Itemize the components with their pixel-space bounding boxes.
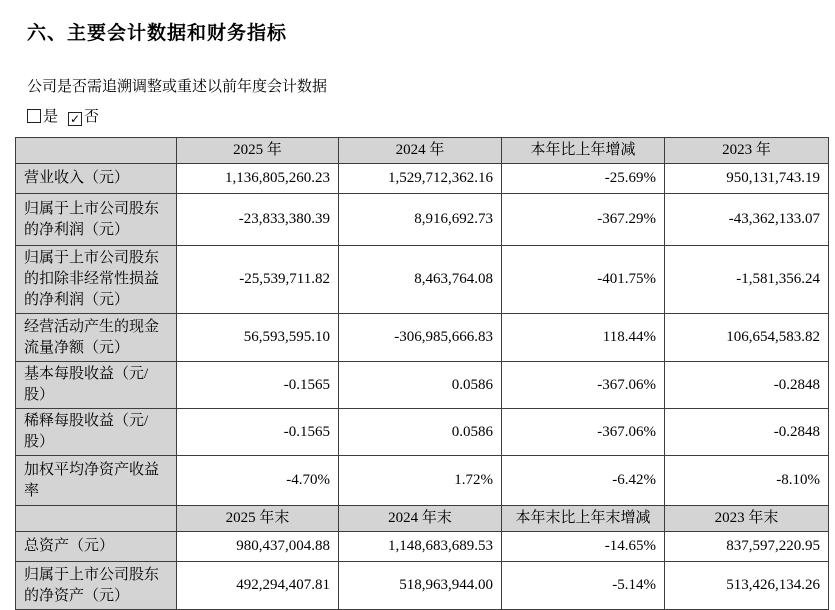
cell-value: 980,437,004.88 — [177, 532, 339, 562]
cell-value: 1.72% — [339, 456, 502, 506]
cell-value: 8,463,764.08 — [339, 246, 502, 314]
cell-value: -401.75% — [502, 246, 665, 314]
cell-value: -43,362,133.07 — [665, 194, 829, 246]
row-label: 归属于上市公司股东的扣除非经常性损益的净利润（元） — [16, 246, 177, 314]
row-label: 稀释每股收益（元/股） — [16, 409, 177, 456]
col-header-2025: 2025 年 — [177, 138, 339, 164]
col-header-yoy-change: 本年比上年增减 — [502, 138, 665, 164]
cell-value: 106,654,583.82 — [665, 314, 829, 362]
cell-value: -0.2848 — [665, 362, 829, 409]
cell-value: -0.2848 — [665, 409, 829, 456]
cell-value: 1,136,805,260.23 — [177, 164, 339, 194]
cell-value: 8,916,692.73 — [339, 194, 502, 246]
yes-checkbox-icon[interactable] — [27, 109, 41, 123]
cell-value: -25.69% — [502, 164, 665, 194]
cell-value: -367.06% — [502, 409, 665, 456]
cell-value: 950,131,743.19 — [665, 164, 829, 194]
annual-corner-cell — [16, 138, 177, 164]
yearend-corner-cell — [16, 506, 177, 532]
cell-value: -25,539,711.82 — [177, 246, 339, 314]
yes-label: 是 — [43, 109, 59, 125]
cell-value: -306,985,666.83 — [339, 314, 502, 362]
row-label: 基本每股收益（元/股） — [16, 362, 177, 409]
row-diluted-eps — [16, 409, 829, 456]
restatement-question: 公司是否需追溯调整或重述以前年度会计数据 — [27, 79, 328, 95]
cell-value: 492,294,407.81 — [177, 562, 339, 610]
cell-value: -367.29% — [502, 194, 665, 246]
row-label: 加权平均净资产收益率 — [16, 456, 177, 506]
row-label: 营业收入（元） — [16, 164, 177, 194]
row-net-profit — [16, 194, 829, 246]
cell-value: -23,833,380.39 — [177, 194, 339, 246]
col-header-yearend-change: 本年末比上年末增减 — [502, 506, 665, 532]
cell-value: 518,963,944.00 — [339, 562, 502, 610]
row-total-assets — [16, 532, 829, 562]
cell-value: 513,426,134.26 — [665, 562, 829, 610]
no-checkbox-icon[interactable]: ✓ — [69, 112, 81, 126]
restatement-options — [27, 105, 835, 126]
col-header-2023: 2023 年 — [665, 138, 829, 164]
cell-value: 1,529,712,362.16 — [339, 164, 502, 194]
page-title: 六、主要会计数据和财务指标 — [27, 23, 288, 44]
cell-value: 56,593,595.10 — [177, 314, 339, 362]
cell-value: -0.1565 — [177, 362, 339, 409]
row-basic-eps — [16, 362, 829, 409]
cell-value: -5.14% — [502, 562, 665, 610]
row-weighted-avg-roe — [16, 456, 829, 506]
row-label: 归属于上市公司股东的净资产（元） — [16, 562, 177, 610]
row-operating-cash-flow — [16, 314, 829, 362]
col-header-2025-end: 2025 年末 — [177, 506, 339, 532]
cell-value: -8.10% — [665, 456, 829, 506]
cell-value: -1,581,356.24 — [665, 246, 829, 314]
row-net-profit-excl-nonrecurring — [16, 246, 829, 314]
row-label: 归属于上市公司股东的净利润（元） — [16, 194, 177, 246]
cell-value: 0.0586 — [339, 409, 502, 456]
cell-value: 837,597,220.95 — [665, 532, 829, 562]
annual-header-row — [16, 138, 829, 164]
row-label: 总资产（元） — [16, 532, 177, 562]
cell-value: 1,148,683,689.53 — [339, 532, 502, 562]
cell-value: -14.65% — [502, 532, 665, 562]
option-no[interactable] — [68, 109, 99, 125]
cell-value: -6.42% — [502, 456, 665, 506]
yearend-header-row — [16, 506, 829, 532]
row-net-assets — [16, 562, 829, 610]
no-label: 否 — [84, 109, 100, 125]
cell-value: 0.0586 — [339, 362, 502, 409]
col-header-2023-end: 2023 年末 — [665, 506, 829, 532]
row-label: 经营活动产生的现金流量净额（元） — [16, 314, 177, 362]
financial-indicators-table — [15, 137, 829, 610]
cell-value: -0.1565 — [177, 409, 339, 456]
cell-value: 118.44% — [502, 314, 665, 362]
cell-value: -367.06% — [502, 362, 665, 409]
option-yes[interactable] — [27, 109, 58, 125]
cell-value: -4.70% — [177, 456, 339, 506]
row-revenue — [16, 164, 829, 194]
col-header-2024: 2024 年 — [339, 138, 502, 164]
col-header-2024-end: 2024 年末 — [339, 506, 502, 532]
